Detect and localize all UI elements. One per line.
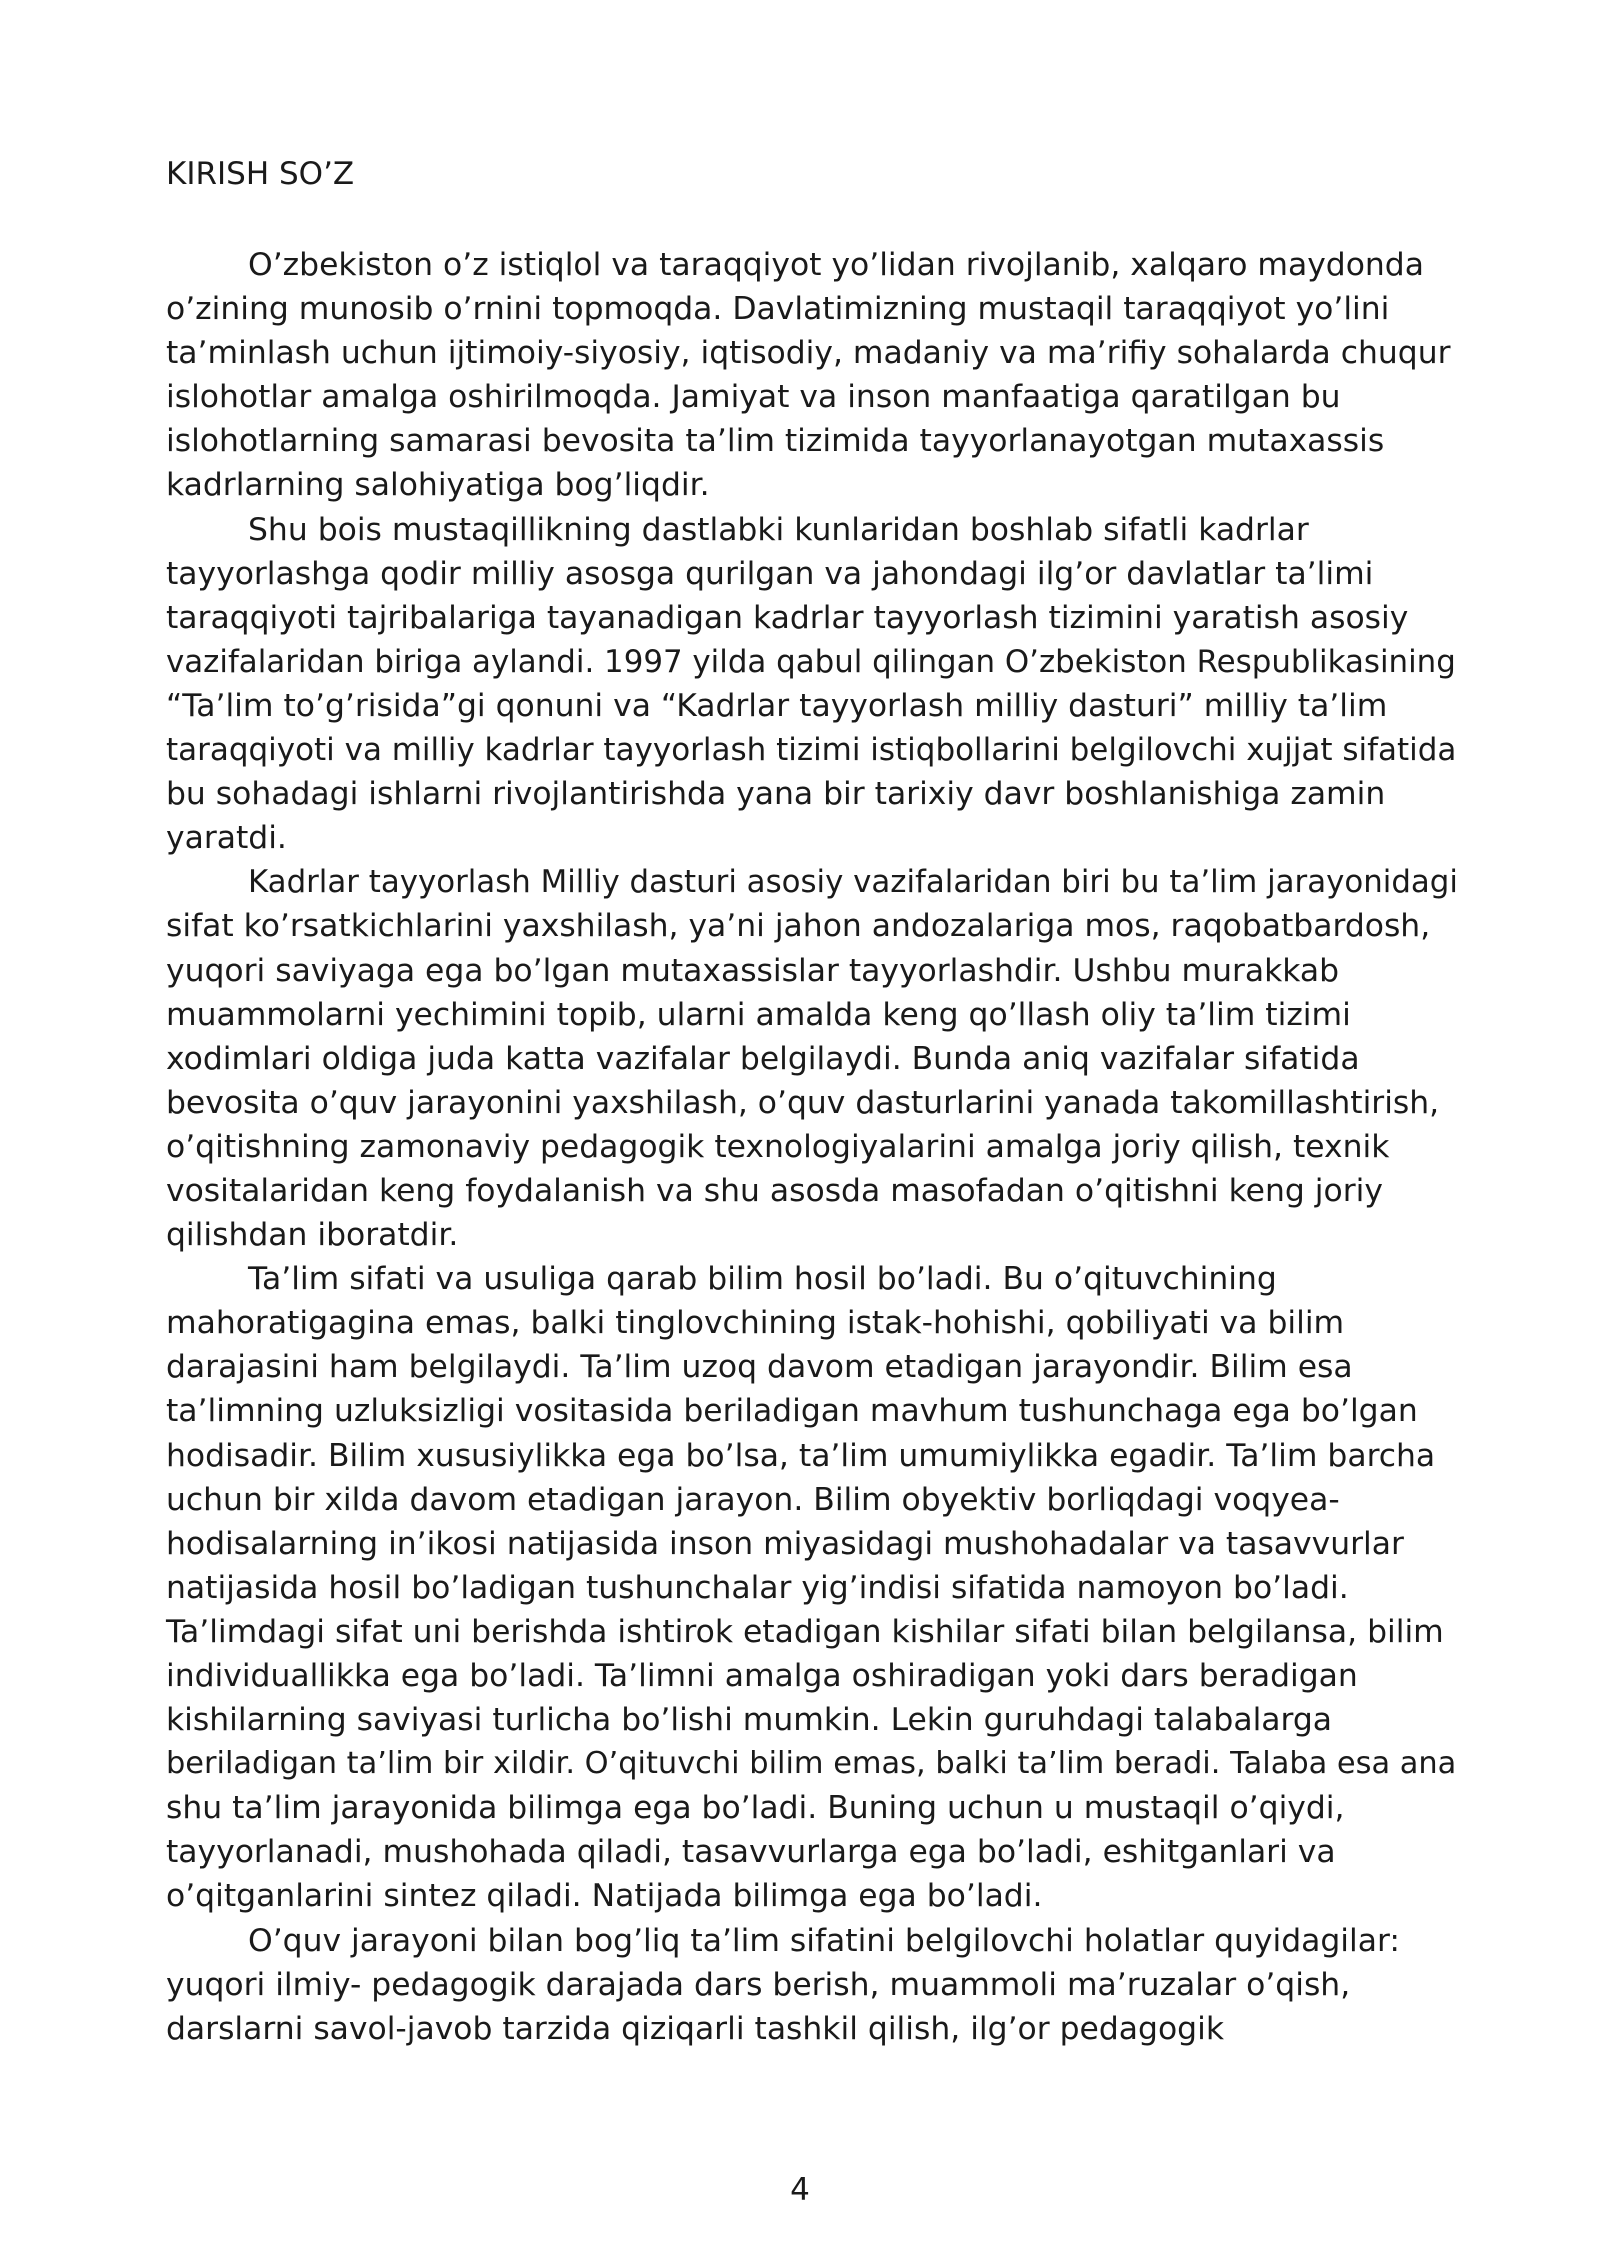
- text-line: muammolarni yechimini topib, ularni amalda keng qo’llash oliy ta’lim tizimi: [166, 996, 1351, 1033]
- paragraph-first-line: O’zbekiston o’z istiqlol va taraqqiyot yo’lidan rivojlanib, xalqaro maydonda: [248, 247, 1424, 283]
- text-line: hodisalarning in’ikosi natijasida inson miyasidagi mushohadalar va tasavvurlar: [166, 1525, 1404, 1562]
- text-line: uchun bir xilda davom etadigan jarayon. Bilim obyektiv borliqdagi voqyea-: [166, 1481, 1340, 1518]
- text-line: natijasida hosil bo’ladigan tushunchalar yig’indisi sifatida namoyon bo’ladi.: [166, 1569, 1349, 1606]
- text-line: vositalaridan keng foydalanish va shu asosda masofadan o’qitishni keng joriy: [166, 1172, 1383, 1209]
- text-line: taraqqiyoti va milliy kadrlar tayyorlash tizimi istiqbollarini belgilovchi xujjat sifatida: [166, 732, 1457, 769]
- text-line: yuqori saviyaga ega bo’lgan mutaxassislar tayyorlashdir. Ushbu murakkab: [166, 952, 1340, 989]
- text-line: yaratdi.: [166, 820, 287, 857]
- text-line: o’qitganlarini sintez qiladi. Natijada bilimga ega bo’ladi.: [166, 1878, 1043, 1915]
- text-line: beriladigan ta’lim bir xildir. O’qituvchi bilim emas, balki ta’lim beradi. Talaba esa ana: [166, 1746, 1457, 1782]
- text-line: sifat ko’rsatkichlarini yaxshilash, ya’ni jahon andozalariga mos, raqobatbardosh,: [166, 908, 1431, 945]
- text-line: o’zining munosib o’rnini topmoqda. Davlatimizning mustaqil taraqqiyot yo’lini: [166, 291, 1390, 328]
- page-title: KIRISH SO’Z: [166, 156, 355, 192]
- text-line: tayyorlashga qodir milliy asosga qurilgan va jahondagi ilg’or davlatlar ta’limi: [166, 555, 1374, 592]
- body-text: [166, 243, 1456, 2051]
- text-line: taraqqiyoti tajribalariga tayanadigan kadrlar tayyorlash tizimini yaratish asosiy: [166, 599, 1409, 636]
- text-line: ta’limning uzluksizligi vositasida beriladigan mavhum tushunchaga ega bo’lgan: [166, 1393, 1418, 1430]
- text-line: Ta’limdagi sifat uni berishda ishtirok etadigan kishilar sifati bilan belgilansa, bilim: [166, 1613, 1444, 1650]
- text-line: shu ta’lim jarayonida bilimga ega bo’ladi. Buning uchun u mustaqil o’qiydi,: [166, 1790, 1345, 1827]
- text-line: “Ta’lim to’g’risida”gi qonuni va “Kadrlar tayyorlash milliy dasturi” milliy ta’lim: [166, 687, 1388, 724]
- page-number: 4: [790, 2172, 810, 2208]
- text-line: xodimlari oldiga juda katta vazifalar belgilaydi. Bunda aniq vazifalar sifatida: [166, 1040, 1360, 1077]
- text-line: o’qitishning zamonaviy pedagogik texnologiyalarini amalga joriy qilish, texnik: [166, 1128, 1390, 1165]
- text-line: qilishdan iboratdir.: [166, 1217, 459, 1254]
- paragraph-first-line: Ta’lim sifati va usuliga qarab bilim hosil bo’ladi. Bu o’qituvchining: [248, 1261, 1277, 1298]
- text-line: individuallikka ega bo’ladi. Ta’limni amalga oshiradigan yoki dars beradigan: [166, 1658, 1358, 1694]
- text-line: vazifalaridan biriga aylandi. 1997 yilda qabul qilingan O’zbekiston Respublikasining: [166, 643, 1456, 680]
- text-line: ta’minlash uchun ijtimoiy-siyosiy, iqtisodiy, madaniy va ma’rifiy sohalarda chuqur: [166, 335, 1451, 372]
- paragraph-first-line: Kadrlar tayyorlash Milliy dasturi asosiy vazifalaridan biri bu ta’lim jarayonidagi: [248, 864, 1458, 901]
- text-line: mahoratigagina emas, balki tinglovchining istak-hohishi, qobiliyati va bilim: [166, 1305, 1345, 1342]
- text-line: islohotlarning samarasi bevosita ta’lim tizimida tayyorlanayotgan mutaxassis: [166, 423, 1385, 460]
- text-line: kishilarning saviyasi turlicha bo’lishi mumkin. Lekin guruhdagi talabalarga: [166, 1702, 1333, 1739]
- paragraph-first-line: Shu bois mustaqillikning dastlabki kunlaridan boshlab sifatli kadrlar: [248, 511, 1309, 548]
- text-line: islohotlar amalga oshirilmoqda. Jamiyat va inson manfaatiga qaratilgan bu: [166, 379, 1341, 416]
- paragraph-first-line: O’quv jarayoni bilan bog’liq ta’lim sifatini belgilovchi holatlar quyidagilar:: [248, 1922, 1400, 1959]
- text-line: bevosita o’quv jarayonini yaxshilash, o’quv dasturlarini yanada takomillashtirish,: [166, 1084, 1440, 1121]
- text-line: yuqori ilmiy- pedagogik darajada dars berish, muammoli ma’ruzalar o’qish,: [166, 1966, 1351, 2003]
- text-line: kadrlarning salohiyatiga bog’liqdir.: [166, 467, 710, 504]
- text-line: darajasini ham belgilaydi. Ta’lim uzoq davom etadigan jarayondir. Bilim esa: [166, 1349, 1353, 1386]
- text-line: tayyorlanadi, mushohada qiladi, tasavvurlarga ega bo’ladi, eshitganlari va: [166, 1834, 1336, 1871]
- text-line: darslarni savol-javob tarzida qiziqarli tashkil qilish, ilg’or pedagogik: [166, 2010, 1224, 2047]
- text-line: bu sohadagi ishlarni rivojlantirishda yana bir tarixiy davr boshlanishiga zamin: [166, 776, 1386, 813]
- text-line: hodisadir. Bilim xususiylikka ega bo’lsa, ta’lim umumiylikka egadir. Ta’lim barcha: [166, 1437, 1436, 1474]
